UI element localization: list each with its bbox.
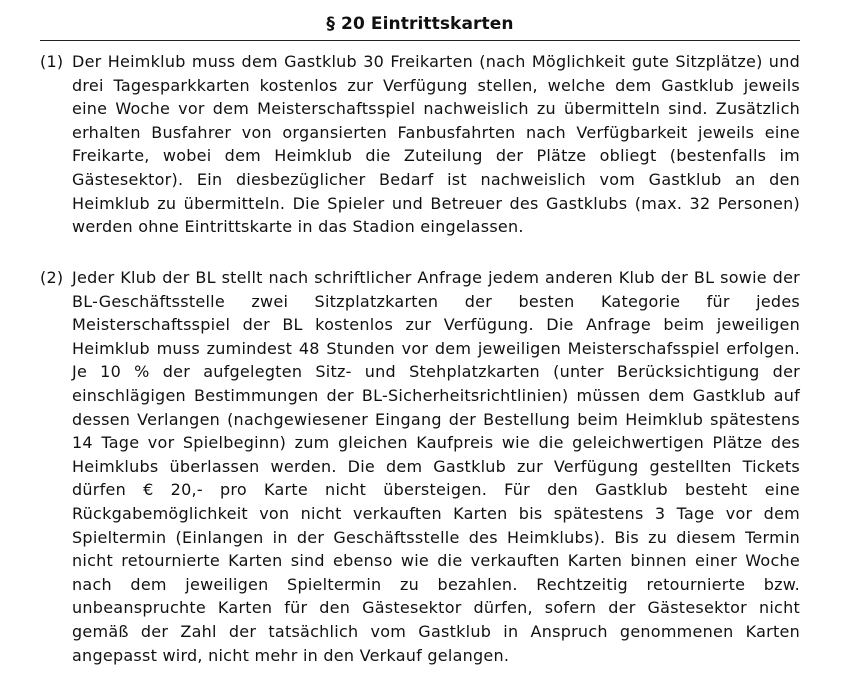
section-title: § 20 Eintrittskarten — [326, 14, 514, 34]
paragraph-text: Der Heimklub muss dem Gastklub 30 Freikarten (nach Möglichkeit gute Sitzplätze) und drei Tagesparkkarten kostenlos zur Verfügung stellen, welche dem Gastklub jeweils eine Woche vor dem Meisterschaftsspiel nachweislich zu übermitteln sind. Zusätzlich erhalten Busfahrer von organsierten Fanbusfahrten nach Verfügbarkeit jeweils eine Freikarte, wobei dem Heimklub die Zuteilung der Plätze obliegt (bestenfalls im Gästesektor). Ein diesbezüglicher Bedarf ist nachweislich vom Gastklub an den Heimklub zu übermitteln. Die Spieler und Betreuer des Gastklubs (max. 32 Personen) werden ohne Eintrittskarte in das Stadion eingelassen. — [72, 52, 800, 237]
title-underline — [40, 40, 800, 41]
paragraph-number: (2) — [40, 268, 64, 287]
paragraph-text: Jeder Klub der BL stellt nach schriftlicher Anfrage jedem anderen Klub der BL sowie der BL-Geschäftsstelle zwei Sitzplatzkarten der besten Kategorie für jedes Meisterschaftsspiel der BL kostenlos zur Verfügung. Die Anfrage beim jeweiligen Heimklub muss zumindest 48 Stunden vor dem jeweiligen Meisterschafsspiel erfolgen. Je 10 % der aufgelegten Sitz- und Stehplatzkarten (unter Berücksichtigung der einschlägigen Bestimmungen der BL-Sicherheitsrichtlinien) müssen dem Gastklub auf dessen Verlangen (nachgewiesener Eingang der Bestellung beim Heimklub spätestens 14 Tage vor Spielbeginn) zum gleichen Kaufpreis wie die geleichwertigen Plätze des Heimklubs überlassen werden. Die dem Gastklub zur Verfügung gestellten Tickets dürfen € 20,- pro Karte nicht übersteigen. Für den Gastklub besteht eine Rückgabemöglichkeit von nicht verkauften Karten bis spätestens 3 Tage vor dem Spieltermin (Einlangen in der Geschäftsstelle des Heimklubs). Bis zu diesem Termin nicht retournierte Karten sind ebenso wie die verkauften Karten binnen einer Woche nach dem jeweiligen Spieltermin zu bezahlen. Rechtzeitig retournierte bzw. unbeanspruchte Karten für den Gästesektor dürfen, sofern der Gästesektor nicht gemäß der Zahl der tatsächlich vom Gastklub in Anspruch genommenen Karten angepasst wird, nicht mehr in den Verkauf gelangen. — [72, 268, 800, 665]
paragraph-1 — [40, 50, 800, 239]
paragraph-2 — [40, 266, 800, 667]
paragraph-number: (1) — [40, 52, 64, 71]
